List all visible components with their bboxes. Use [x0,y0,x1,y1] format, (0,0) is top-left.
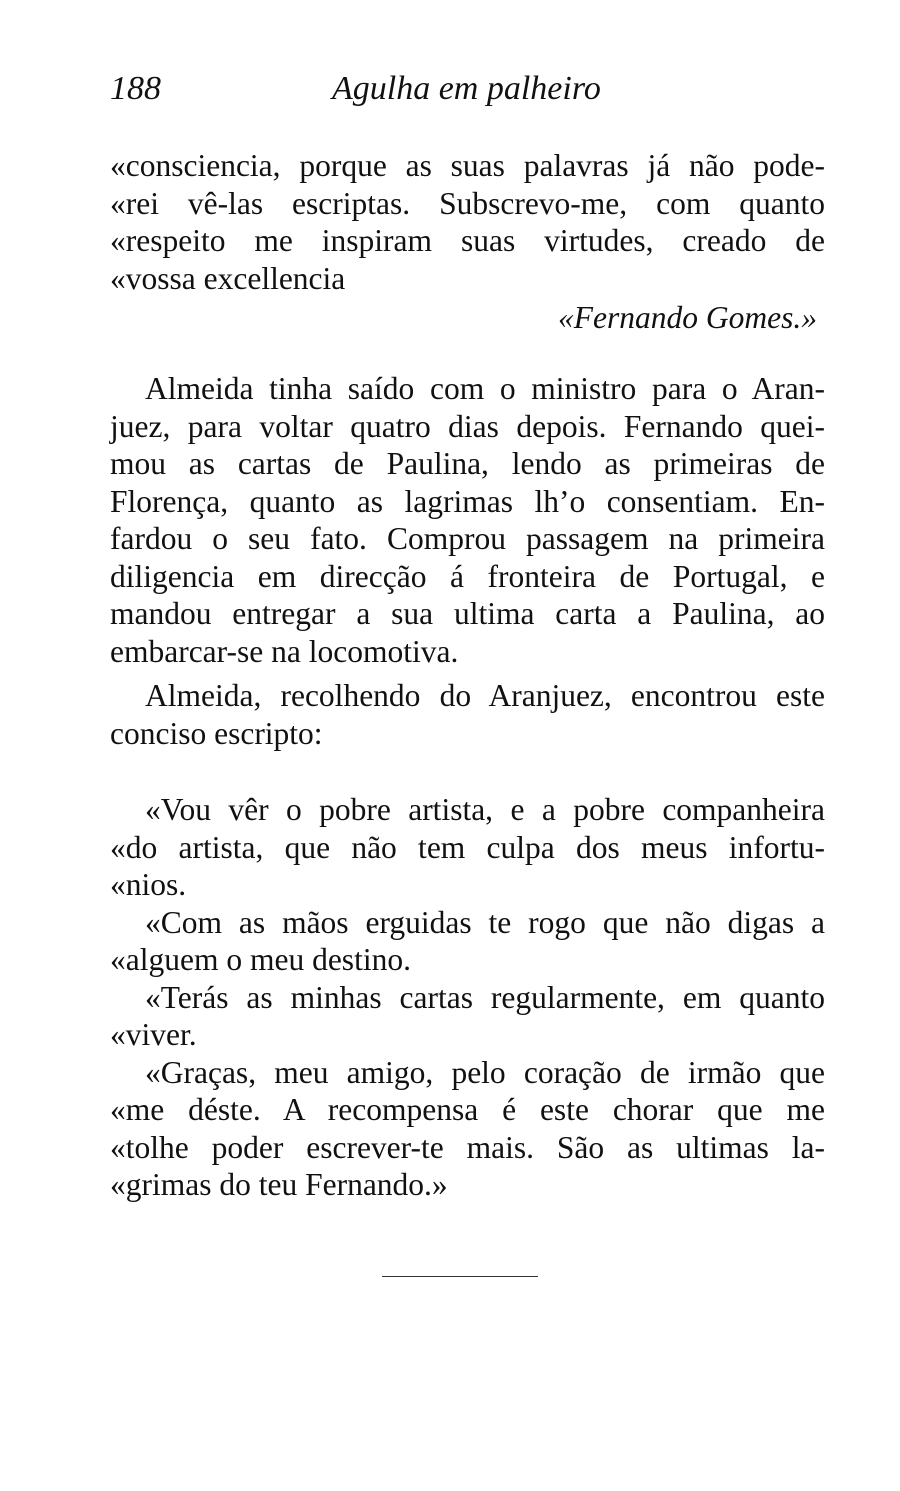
text-line: «rei vê-las escriptas. Subscrevo-me, com quanto [110,185,825,221]
paragraph [110,677,825,752]
text-line: «do artista, que não tem culpa dos meus infortu- [110,829,825,865]
note-paragraph [110,791,825,904]
text-line: «tolhe poder escrever-te mais. São as ultimas la- [110,1129,825,1165]
page-number: 188 [110,70,161,107]
text-line: «viver. [110,1017,197,1052]
text-line: «nios. [110,867,187,902]
text-line: conciso escripto: [110,715,323,751]
text-line: diligencia em direcção á fronteira de Portugal, e [110,558,825,594]
text-line: «Vou vêr o pobre artista, e a pobre companheira [145,792,825,827]
letter-closing [110,147,825,297]
text-line: Almeida, recolhendo do Aranjuez, encontrou este [145,678,825,713]
text-line: juez, para voltar quatro dias depois. Fernando quei- [110,408,825,444]
quoted-note [110,791,825,1204]
note-paragraph [110,979,825,1054]
chapter-end-rule [382,1276,538,1277]
text-line: «Com as mãos erguidas te rogo que não digas a [145,904,825,940]
text-line: «alguem o meu destino. [110,942,411,977]
text-line: «grimas do teu Fernando.» [110,1167,448,1202]
note-paragraph [110,904,825,979]
text-line: «vossa excellencia [110,260,346,296]
text-line: Almeida tinha saído com o ministro para o Aran- [145,371,825,406]
text-line: «Terás as minhas cartas regularmente, em quanto [145,979,825,1015]
text-line: embarcar-se na locomotiva. [110,633,459,669]
text-line: «consciencia, porque as suas palavras já não pode- [110,148,825,183]
text-line: Florença, quanto as lagrimas lh’o consentiam. En- [110,483,825,519]
running-title: Agulha em palheiro [332,70,601,107]
text-line: «Graças, meu amigo, pelo coração de irmão que [145,1054,825,1090]
paragraph [110,370,825,670]
text-line: mandou entregar a sua ultima carta a Paulina, ao [110,596,825,631]
text-line: «respeito me inspiram suas virtudes, creado de [110,223,825,258]
text-line: «me déste. A recompensa é este chorar que me [110,1092,825,1127]
text-line: mou as cartas de Paulina, lendo as primeiras de [110,446,825,481]
letter-signature: «Fernando Gomes.» [558,300,817,335]
page-header [110,70,825,120]
text-line: fardou o seu fato. Comprou passagem na primeira [110,521,825,556]
note-paragraph [110,1054,825,1204]
